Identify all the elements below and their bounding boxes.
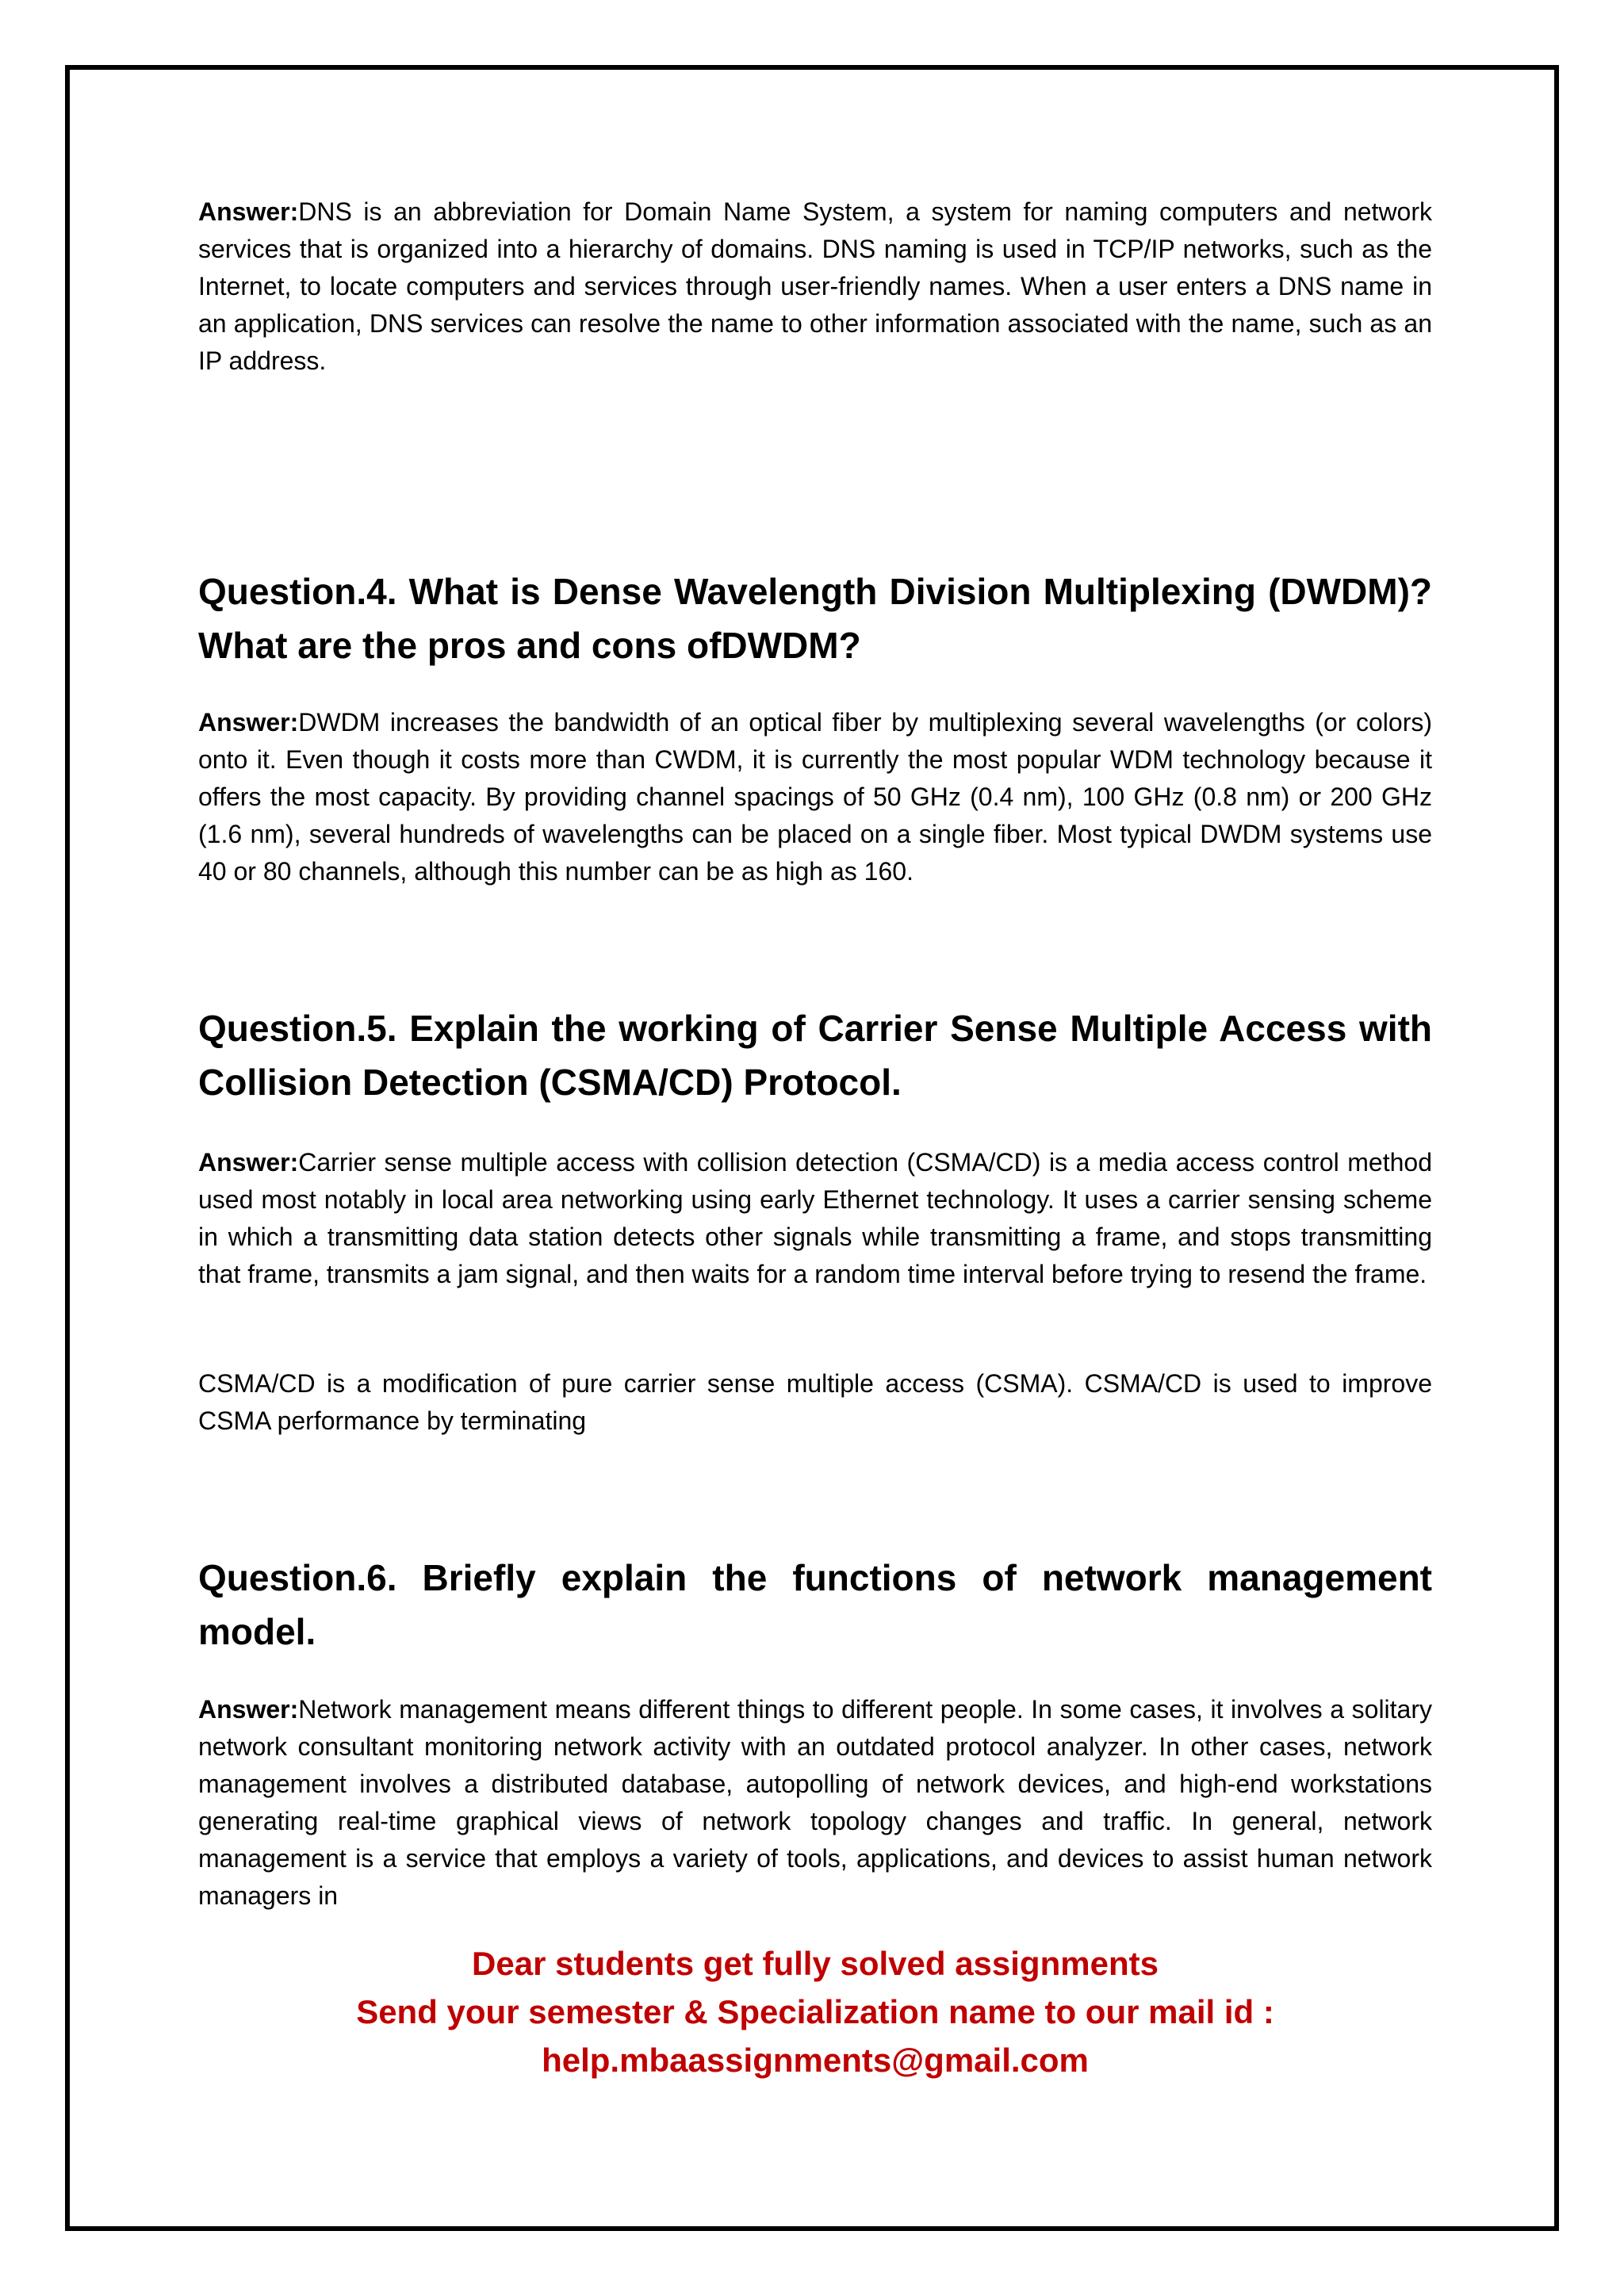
promo-line-2: Send your semester & Specialization name to our mail id : (356, 1993, 1274, 2030)
answer-label: Answer: (198, 708, 299, 737)
question-5-heading: Question.5. Explain the working of Carrier Sense Multiple Access with Collision Detection (CSMA/CD) Protocol. (198, 1008, 1432, 1103)
promo-email: help.mbaassignments@gmail.com (542, 2042, 1089, 2079)
answer-4-paragraph (198, 704, 1432, 890)
answer-label: Answer: (198, 1695, 299, 1724)
answer-text: DWDM increases the bandwidth of an optical fiber by multiplexing several wavelengths (or colors) onto it. Even though it costs more than CWDM, it is currently the most popular WDM technology because it offers the most capacity. By providing channel spacings of 50 GHz (0.4 nm), 100 GHz (0.8 nm) or 200 GHz (1.6 nm), several hundreds of wavelengths can be placed on a single fiber. Most typical DWDM systems use 40 or 80 channels, although this number can be as high as 160. (198, 708, 1432, 886)
question-6-heading: Question.6. Briefly explain the functions of network management model. (198, 1557, 1432, 1652)
answer-label: Answer: (198, 1148, 299, 1177)
promo-footer (198, 1939, 1432, 2084)
answer-label: Answer: (198, 197, 299, 226)
answer-3-paragraph (198, 193, 1432, 380)
answer-5-paragraph-2: CSMA/CD is a modification of pure carrier sense multiple access (CSMA). CSMA/CD is used to improve CSMA performance by terminating (198, 1369, 1432, 1435)
promo-line-1: Dear students get fully solved assignments (472, 1945, 1159, 1982)
answer-text: Carrier sense multiple access with collision detection (CSMA/CD) is a media access control method used most notably in local area networking using early Ethernet technology. It uses a carrier sensing scheme in which a transmitting data station detects other signals while transmitting a frame, and stops transmitting that frame, transmits a jam signal, and then waits for a random time interval before trying to resend the frame. (198, 1148, 1432, 1288)
answer-5-paragraph (198, 1144, 1432, 1293)
answer-6-paragraph (198, 1691, 1432, 1915)
answer-text: Network management means different things to different people. In some cases, it involves a solitary network consultant monitoring network activity with an outdated protocol analyzer. In other cases, network management involves a distributed database, autopolling of network devices, and high-end workstations generating real-time graphical views of network topology changes and traffic. In general, network management is a service that employs a variety of tools, applications, and devices to assist human network managers in (198, 1695, 1432, 1910)
answer-text: DNS is an abbreviation for Domain Name System, a system for naming computers and network services that is organized into a hierarchy of domains. DNS naming is used in TCP/IP networks, such as the Internet, to locate computers and services through user-friendly names. When a user enters a DNS name in an application, DNS services can resolve the name to other information associated with the name, such as an IP address. (198, 197, 1432, 375)
question-4-heading: Question.4. What is Dense Wavelength Division Multiplexing (DWDM)? What are the pros and cons ofDWDM? (198, 571, 1432, 666)
